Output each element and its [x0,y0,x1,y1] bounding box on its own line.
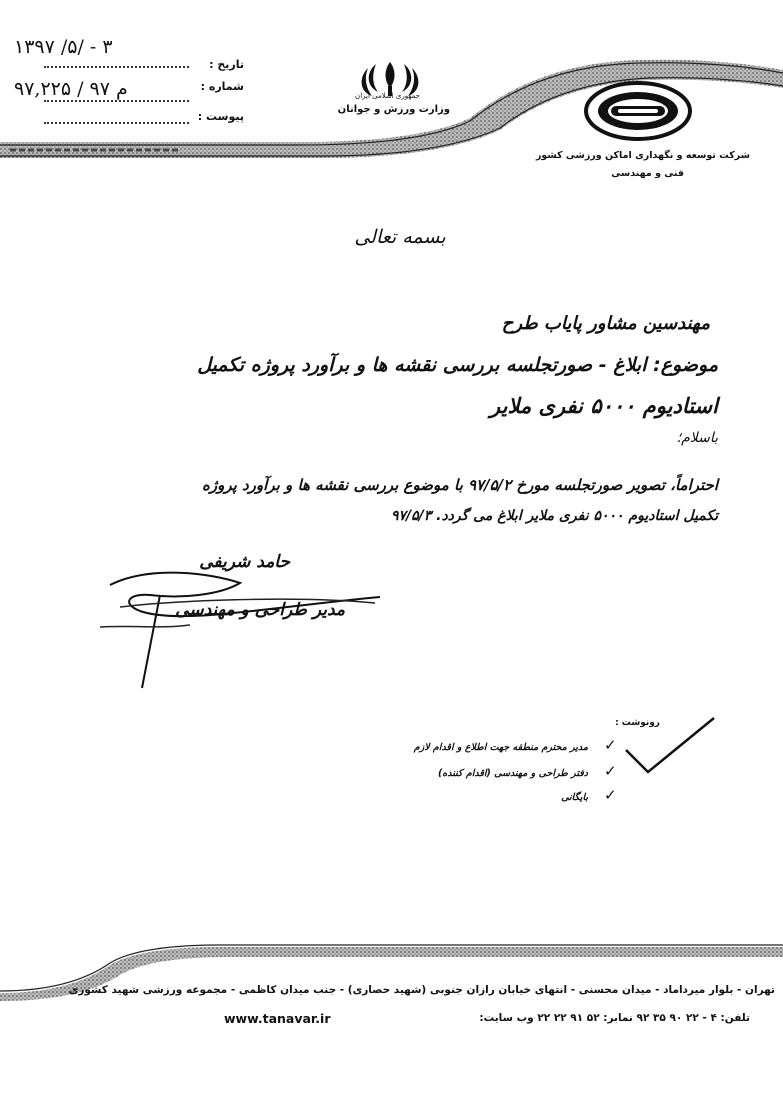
number-dotted-line [44,100,189,102]
cc-item: بایگانی [561,792,588,803]
ministry-name: وزارت ورزش و جوانان [337,104,450,115]
footer-contact: تلفن: ۴ - ۲۲ ۹۰ ۳۵ ۹۲ نمابر: ۵۲ ۹۱ ۲۲ ۲۲ وب سایت: [479,1012,750,1024]
attachment-dotted-line [44,122,189,124]
greeting: باسلام؛ [676,430,718,446]
subject-line-2: استادیوم ۵۰۰۰ نفری ملایر [490,394,718,418]
company-department: فنی و مهندسی [611,168,684,179]
cc-heading: رونوشت : [615,718,660,728]
basmala-heading: بسمه تعالی [354,226,446,248]
attachment-label: پیوست : [197,110,244,123]
body-paragraph-line-2: تکمیل استادیوم ۵۰۰۰ نفری ملایر ابلاغ می گردد. ۹۷/۵/۳ [390,508,718,524]
checkmark-icon: ✓ [604,762,617,780]
date-label: تاریخ : [209,58,244,71]
company-logo-icon [583,80,693,142]
checkmark-icon [618,712,718,782]
date-dotted-line [44,66,189,68]
footer-website-link[interactable]: www.tanavar.ir [224,1011,331,1026]
number-row [14,78,244,102]
date-row [14,36,244,71]
signer-title: مدیر طراحی و مهندسی [175,600,345,620]
company-name: شرکت توسعه و نگهداری اماکن ورزشی کشور [535,150,750,161]
addressee: مهندسین مشاور پایاب طرح [501,313,710,334]
signer-name: حامد شریفی [199,552,290,572]
subject-line-1: موضوع: ابلاغ - صورتجلسه بررسی نقشه ها و برآورد پروژه تکمیل [197,354,718,376]
body-paragraph-line-1: احتراماً، تصویر صورتجلسه مورخ ۹۷/۵/۲ با موضوع بررسی نقشه ها و برآورد پروژه [201,476,718,494]
footer-address: تهران - بلوار میرداماد - میدان محسنی - انتهای خیابان رازان جنوبی (شهید حصاری) - جنب میدان کاظمی - مجموعه ورزشی شهید کشوری [68,984,775,996]
ministry-republic-text: جمهوری اسلامی ایران [355,92,420,100]
number-value: ۹۷,۲۲۵ / ۹۷ م [14,78,128,100]
cc-item: مدیر محترم منطقه جهت اطلاع و اقدام لازم [413,742,588,753]
cc-item: دفتر طراحی و مهندسی (اقدام کننده) [437,768,588,779]
checkmark-icon: ✓ [604,786,617,804]
date-value: ۱۳۹۷ /۵/ - ۳ [14,36,113,58]
checkmark-icon: ✓ [604,736,617,754]
handwritten-signature [90,555,390,690]
number-label: شماره : [200,80,244,93]
